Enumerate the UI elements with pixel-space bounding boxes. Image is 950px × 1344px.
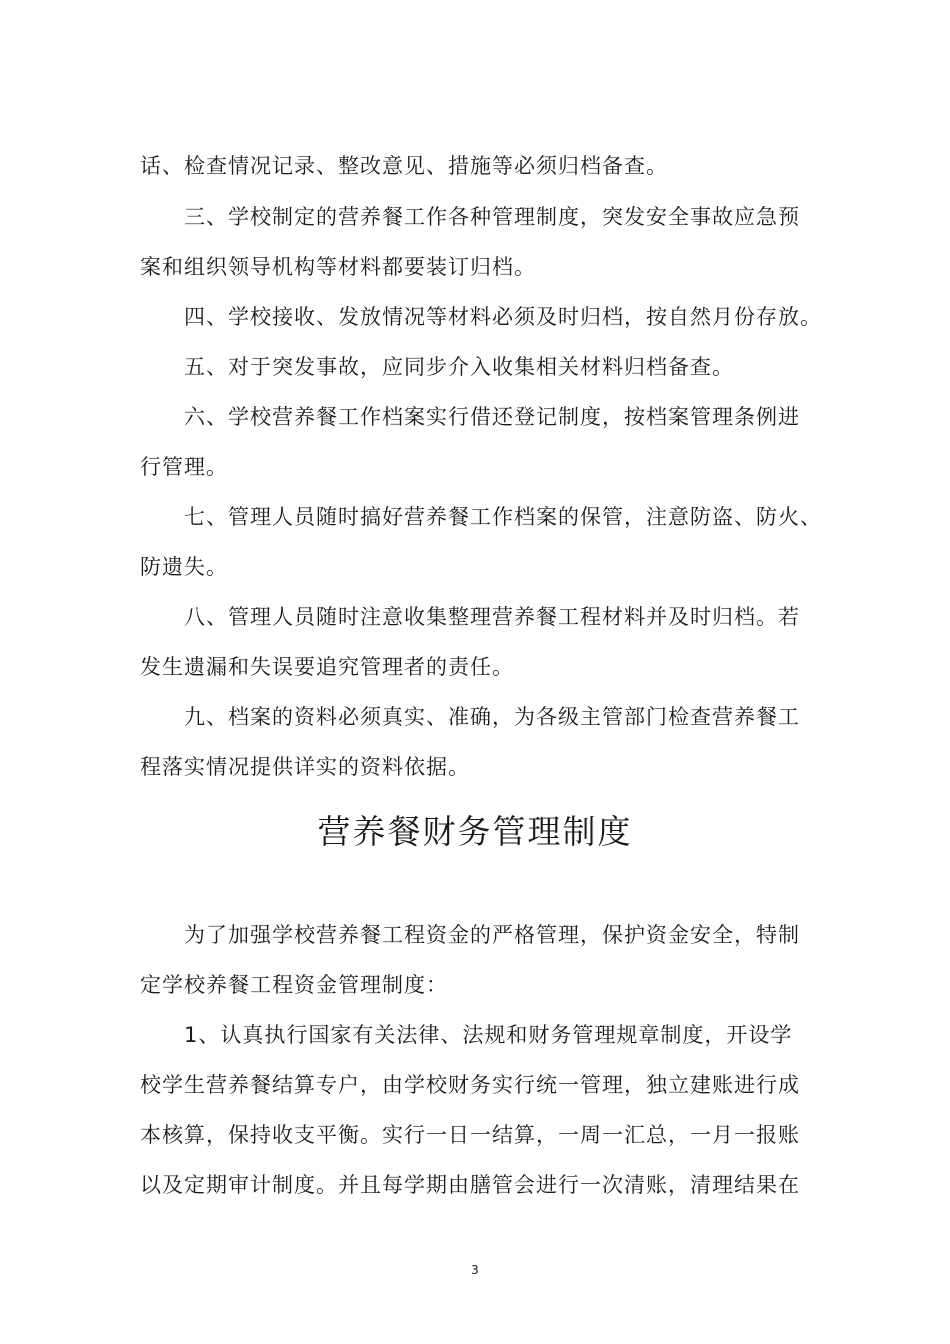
paragraph-line: 七、管理人员随时搞好营养餐工作档案的保管，注意防盗、防火、 <box>184 505 822 529</box>
section-title: 营养餐财务管理制度 <box>317 812 633 851</box>
paragraph-line: 以及定期审计制度。并且每学期由膳管会进行一次清账，清理结果在 <box>140 1173 800 1197</box>
paragraph-line: 行管理。 <box>140 455 228 479</box>
paragraph-line: 本核算，保持收支平衡。实行一日一结算，一周一汇总，一月一报账 <box>140 1123 800 1147</box>
paragraph-line: 八、管理人员随时注意收集整理营养餐工程材料并及时归档。若 <box>184 605 800 629</box>
paragraph-line: 1、认真执行国家有关法律、法规和财务管理规章制度，开设学 <box>184 1023 793 1047</box>
paragraph-line: 案和组织领导机构等材料都要装订归档。 <box>140 255 536 279</box>
paragraph-line: 话、检查情况记录、整改意见、措施等必须归档备查。 <box>140 154 668 178</box>
paragraph-line: 四、学校接收、发放情况等材料必须及时归档，按自然月份存放。 <box>184 305 822 329</box>
page-number: 3 <box>471 1263 479 1277</box>
paragraph-line: 程落实情况提供详实的资料依据。 <box>140 755 470 779</box>
paragraph-line: 五、对于突发事故，应同步介入收集相关材料归档备查。 <box>184 355 734 379</box>
paragraph-line: 六、学校营养餐工作档案实行借还登记制度，按档案管理条例进 <box>184 405 800 429</box>
paragraph-line: 三、学校制定的营养餐工作各种管理制度，突发安全事故应急预 <box>184 205 800 229</box>
paragraph-line: 发生遗漏和失误要追究管理者的责任。 <box>140 655 514 679</box>
paragraph-line: 九、档案的资料必须真实、准确，为各级主管部门检查营养餐工 <box>184 705 800 729</box>
paragraph-line: 定学校养餐工程资金管理制度： <box>140 973 448 997</box>
paragraph-line: 校学生营养餐结算专户，由学校财务实行统一管理，独立建账进行成 <box>140 1073 800 1097</box>
paragraph-line: 为了加强学校营养餐工程资金的严格管理，保护资金安全，特制 <box>184 923 800 947</box>
paragraph-line: 防遗失。 <box>140 555 228 579</box>
